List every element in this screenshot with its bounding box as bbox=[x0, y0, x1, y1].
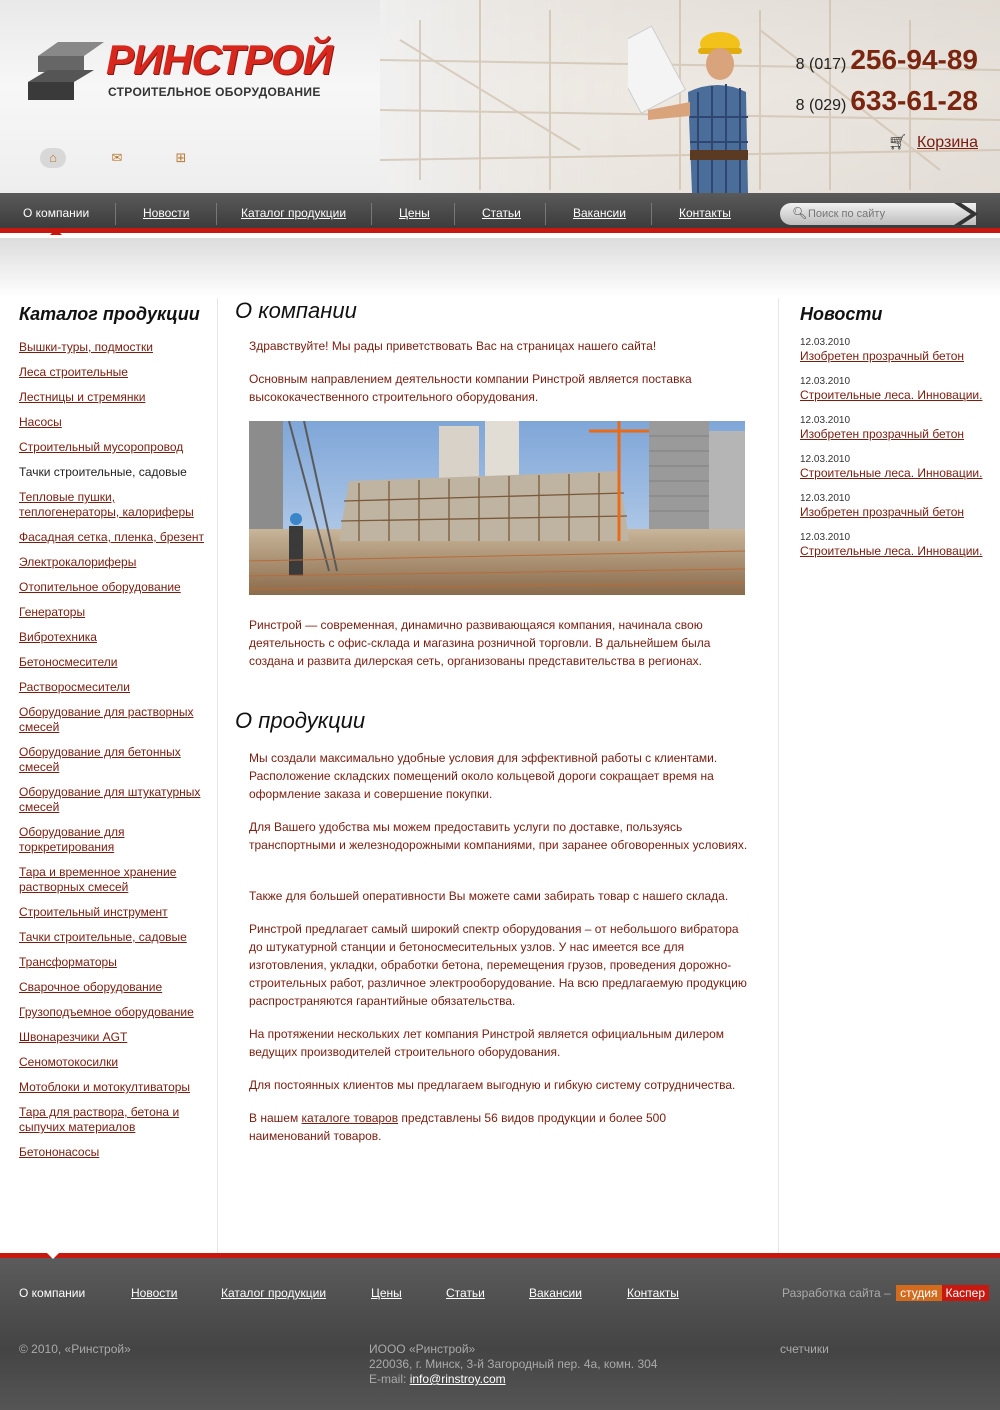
catalog-item[interactable]: Бетононасосы bbox=[19, 1145, 100, 1159]
nav-separator bbox=[454, 203, 455, 225]
search-box bbox=[780, 203, 976, 225]
counters: счетчики bbox=[780, 1342, 829, 1356]
catalog-item[interactable]: Вышки-туры, подмостки bbox=[19, 340, 153, 354]
search-input[interactable] bbox=[808, 206, 948, 222]
footer-nav-prices[interactable]: Цены bbox=[371, 1286, 402, 1300]
catalog-item[interactable]: Насосы bbox=[19, 415, 62, 429]
email-link[interactable]: info@rinstroy.com bbox=[409, 1372, 506, 1386]
catalog-inline-link[interactable]: каталоге товаров bbox=[301, 1111, 399, 1125]
nav-item-about[interactable]: О компании bbox=[23, 206, 90, 220]
catalog-title: Каталог продукции bbox=[19, 304, 200, 324]
catalog-item[interactable]: Оборудование для растворных смесей bbox=[19, 705, 194, 734]
catalog-item[interactable]: Тара и временное хранение растворных смесей bbox=[19, 865, 177, 894]
cart-link[interactable]: Корзина bbox=[917, 134, 978, 151]
products-paragraph: Также для большей оперативности Вы можете сами забирать товар с нашего склада. bbox=[249, 889, 729, 903]
search-submit-button[interactable] bbox=[954, 203, 978, 225]
footer-nav-contacts[interactable]: Контакты bbox=[627, 1286, 679, 1300]
about-paragraph: Основным направлением деятельности компании Ринстрой является поставка высококачественного строительного оборудования. bbox=[249, 372, 692, 404]
mail-icon[interactable]: ✉ bbox=[111, 150, 123, 165]
catalog-item[interactable]: Тара для раствора, бетона и сыпучих материалов bbox=[19, 1105, 180, 1134]
logo-name: РИНСТРОЙ bbox=[106, 36, 332, 83]
about-title: О компании bbox=[235, 298, 357, 323]
news-link[interactable]: Строительные леса. Инновации. bbox=[800, 544, 983, 558]
catalog-item-current[interactable]: Тачки строительные, садовые bbox=[19, 465, 187, 479]
nav-active-pointer bbox=[50, 229, 62, 235]
developer-credit[interactable]: Разработка сайта – студия Каспер bbox=[782, 1286, 989, 1300]
phone-1: 8 (017) 256-94-89 bbox=[795, 44, 978, 75]
phone-2: 8 (029) 633-61-28 bbox=[795, 85, 978, 116]
about-paragraph: Ринстрой — современная, динамично развивающаяся компания, начинала свою деятельность с офис-склада и магазина розничной торговли. В дальнейшем была создана и развита дилерская сеть, организованы представительства в регионах. bbox=[249, 618, 711, 668]
news-item bbox=[800, 414, 990, 442]
news-link[interactable]: Изобретен прозрачный бетон bbox=[800, 505, 964, 519]
copyright: © 2010, «Ринстрой» bbox=[19, 1342, 131, 1356]
catalog-item[interactable]: Тепловые пушки, теплогенераторы, калориферы bbox=[19, 490, 194, 519]
catalog-item[interactable]: Сварочное оборудование bbox=[19, 980, 163, 994]
nav-item-contacts[interactable]: Контакты bbox=[679, 206, 731, 220]
search-icon: 🔍︎ bbox=[792, 206, 808, 220]
footer-nav-news[interactable]: Новости bbox=[131, 1286, 178, 1300]
site-footer bbox=[0, 1253, 1000, 1410]
nav-item-prices[interactable]: Цены bbox=[399, 206, 430, 220]
news-date: 12.03.2010 bbox=[800, 376, 851, 387]
products-paragraph: Ринстрой предлагает самый широкий спектр оборудования – от небольшого вибратора до штукатурной станции и бетоносмесительных узлов. У нас имеется все для изготовления, укладки, обработки бетона, перемещения грузов, проведения дорожно-строительных работ, различное электрооборудование. На всю предлагаемую продукцию распространяются гарантийные обязательства. bbox=[249, 922, 747, 1008]
catalog-item[interactable]: Швонарезчики AGT bbox=[19, 1030, 128, 1044]
main-nav bbox=[0, 193, 1000, 233]
news-item bbox=[800, 531, 990, 559]
news-date: 12.03.2010 bbox=[800, 454, 851, 465]
nav-item-catalog[interactable]: Каталог продукции bbox=[241, 206, 347, 220]
nav-separator bbox=[371, 203, 372, 225]
sitemap-icon[interactable]: ⊞ bbox=[175, 150, 187, 165]
cart-icon: 🛒︎ bbox=[888, 134, 908, 151]
nav-separator bbox=[651, 203, 652, 225]
news-title: Новости bbox=[800, 304, 883, 324]
news-sidebar bbox=[778, 298, 1000, 1253]
nav-item-vacancies[interactable]: Вакансии bbox=[573, 206, 626, 220]
products-title: О продукции bbox=[235, 708, 366, 733]
phone-numbers bbox=[796, 42, 978, 124]
logo-subtitle: СТРОИТЕЛЬНОЕ ОБОРУДОВАНИЕ bbox=[108, 85, 321, 99]
news-item bbox=[800, 492, 990, 520]
products-paragraph: Для постоянных клиентов мы предлагаем выгодную и гибкую систему сотрудничества. bbox=[249, 1078, 736, 1092]
footer-active-pointer bbox=[47, 1253, 59, 1259]
catalog-item[interactable]: Бетоносмесители bbox=[19, 655, 118, 669]
catalog-item[interactable]: Леса строительные bbox=[19, 365, 128, 379]
catalog-item[interactable]: Мотоблоки и мотокултиваторы bbox=[19, 1080, 191, 1094]
catalog-item[interactable]: Трансформаторы bbox=[19, 955, 117, 969]
nav-separator bbox=[545, 203, 546, 225]
footer-nav-vacancies[interactable]: Вакансии bbox=[529, 1286, 582, 1300]
main-content bbox=[219, 298, 778, 1253]
nav-item-news[interactable]: Новости bbox=[143, 206, 190, 220]
about-greeting: Здравствуйте! Мы рады приветствовать Вас на страницах нашего сайта! bbox=[249, 339, 657, 353]
catalog-item[interactable]: Электрокалориферы bbox=[19, 555, 137, 569]
company-address: ИООО «Ринстрой» 220036, г. Минск, 3-й Загородный пер. 4а, комн. 304 E-mail: info@rinstroy.com bbox=[369, 1342, 658, 1386]
site-header bbox=[0, 0, 1000, 193]
catalog-item[interactable]: Растворосмесители bbox=[19, 680, 131, 694]
news-link[interactable]: Строительные леса. Инновации. bbox=[800, 466, 983, 480]
header-shadow bbox=[0, 238, 1000, 298]
catalog-list bbox=[19, 340, 209, 1170]
nav-separator bbox=[216, 203, 217, 225]
catalog-item[interactable]: Генераторы bbox=[19, 605, 86, 619]
nav-separator bbox=[115, 203, 116, 225]
news-list bbox=[800, 336, 990, 570]
products-paragraph: На протяжении нескольких лет компания Ринстрой является официальным дилером ведущих производителей строительного оборудования. bbox=[249, 1027, 725, 1059]
catalog-item[interactable]: Отопительное оборудование bbox=[19, 580, 181, 594]
news-date: 12.03.2010 bbox=[800, 415, 851, 426]
news-link[interactable]: Строительные леса. Инновации. bbox=[800, 388, 983, 402]
catalog-item[interactable]: Строительный инструмент bbox=[19, 905, 168, 919]
products-paragraph: Мы создали максимально удобные условия для эффективной работы с клиентами. Расположение складских помещений около кольцевой дороги сокращает время на оформление заказа и совершение покупки. bbox=[249, 751, 718, 801]
catalog-item[interactable]: Оборудование для бетонных смесей bbox=[19, 745, 181, 774]
worker-illustration bbox=[628, 22, 748, 193]
footer-nav-catalog[interactable]: Каталог продукции bbox=[221, 1286, 327, 1300]
nav-item-articles[interactable]: Статьи bbox=[482, 206, 521, 220]
catalog-item[interactable]: Оборудование для штукатурных смесей bbox=[19, 785, 201, 814]
footer-nav-about[interactable]: О компании bbox=[19, 1286, 86, 1300]
catalog-item[interactable]: Фасадная сетка, пленка, брезент bbox=[19, 530, 205, 544]
catalog-item[interactable]: Вибротехника bbox=[19, 630, 97, 644]
news-date: 12.03.2010 bbox=[800, 337, 851, 348]
products-paragraph: В нашем каталоге товаров представлены 56 видов продукции и более 500 наименований товаров. bbox=[249, 1111, 667, 1143]
catalog-item[interactable]: Лестницы и стремянки bbox=[19, 390, 146, 404]
home-icon[interactable]: ⌂ bbox=[40, 148, 66, 168]
logo-mark-icon bbox=[28, 42, 104, 102]
news-item bbox=[800, 336, 990, 364]
news-link[interactable]: Изобретен прозрачный бетон bbox=[800, 427, 964, 441]
cart[interactable] bbox=[888, 133, 978, 152]
catalog-sidebar bbox=[0, 298, 218, 1253]
catalog-item[interactable]: Грузоподъемное оборудование bbox=[19, 1005, 194, 1019]
catalog-item[interactable]: Строительный мусоропровод bbox=[19, 440, 184, 454]
news-item bbox=[800, 375, 990, 403]
catalog-item[interactable]: Тачки строительные, садовые bbox=[19, 930, 187, 944]
news-link[interactable]: Изобретен прозрачный бетон bbox=[800, 349, 964, 363]
construction-photo bbox=[249, 421, 745, 595]
catalog-item[interactable]: Оборудование для торкретирования bbox=[19, 825, 125, 854]
news-date: 12.03.2010 bbox=[800, 532, 851, 543]
news-date: 12.03.2010 bbox=[800, 493, 851, 504]
catalog-item[interactable]: Сеномотокосилки bbox=[19, 1055, 119, 1069]
footer-nav-articles[interactable]: Статьи bbox=[446, 1286, 485, 1300]
site-logo[interactable] bbox=[28, 38, 358, 108]
news-item bbox=[800, 453, 990, 481]
products-paragraph: Для Вашего удобства мы можем предоставить услуги по доставке, пользуясь транспортными и железнодорожными компаниями, при заранее обговоренных условиях. bbox=[249, 820, 748, 852]
